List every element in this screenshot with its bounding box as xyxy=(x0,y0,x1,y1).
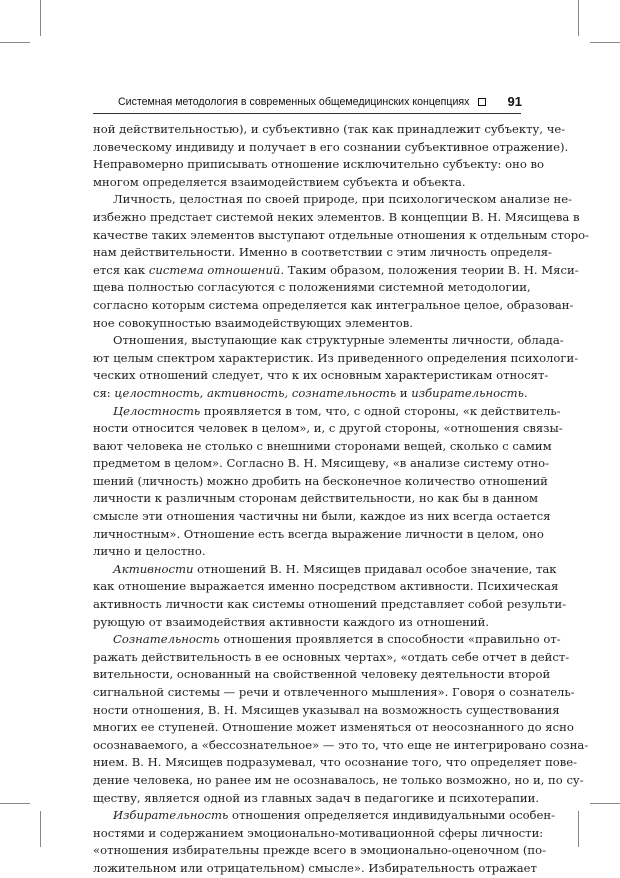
body-text xyxy=(93,121,590,878)
text-line xyxy=(93,702,560,720)
crop-mark xyxy=(578,811,579,847)
text-run: ловеческому индивиду и получает в его сознании субъективное отражение). xyxy=(93,139,569,154)
text-run: активность личности как системы отношений представляет собой результи- xyxy=(93,597,566,612)
text-run: многих ее ступеней. Отношение может изменяться от неосознанного до ясно xyxy=(93,720,574,735)
text-line xyxy=(93,596,566,614)
italic-term: Избирательность xyxy=(113,808,229,823)
paragraph xyxy=(93,403,563,561)
text-line xyxy=(93,174,521,192)
text-line xyxy=(93,420,563,438)
text-line xyxy=(93,508,551,526)
text-run: . xyxy=(523,385,528,400)
text-line xyxy=(93,807,556,825)
italic-term: Целостность xyxy=(113,403,201,418)
text-run: нием. В. Н. Мясищев подразумевал, что осознание того, что определяет пове- xyxy=(93,755,578,770)
text-line xyxy=(93,403,561,421)
text-line xyxy=(93,262,579,280)
text-run: дение человека, но ранее им не осознавалось, не только возможно, но и, по су- xyxy=(93,772,584,787)
text-line xyxy=(93,860,537,878)
paragraph xyxy=(93,121,569,191)
text-run: Личность, целостная по своей природе, при психологическом анализе не- xyxy=(113,192,573,207)
text-run: рующую от взаимодействия активности каждого из отношений. xyxy=(93,614,490,629)
text-run: личности к различным сторонам действительности, но как бы в данном xyxy=(93,491,539,506)
text-run: проявляется в том, что, с одной стороны, «к действитель- xyxy=(200,403,561,418)
header-rule xyxy=(93,113,521,114)
text-run: ражать действительность в ее основных чертах», «отдать себе отчет в дейст- xyxy=(93,649,570,664)
text-line xyxy=(93,244,552,262)
text-line xyxy=(93,561,557,579)
text-run: . Таким образом, положения теории В. Н. Мяси- xyxy=(280,262,579,277)
text-line xyxy=(93,631,561,649)
text-run: ности отношения, В. Н. Мясищев указывал на возможность существования xyxy=(93,702,560,717)
text-run: сигнальной системы — речи и отвлеченного мышления». Говоря о сознатель- xyxy=(93,685,575,699)
running-header-title: Системная методология в современных общемедицинских концепциях xyxy=(118,96,470,108)
text-line xyxy=(93,790,540,808)
crop-mark xyxy=(590,803,620,804)
text-run: ной действительностью), и субъективно (так как принадлежит субъекту, че- xyxy=(93,122,566,136)
checkbox-square-icon xyxy=(478,98,486,106)
text-run: многом определяется взаимодействием субъекта и объекта. xyxy=(93,174,466,189)
crop-mark xyxy=(590,42,620,43)
paragraph xyxy=(93,631,589,807)
text-line xyxy=(93,209,580,227)
text-line xyxy=(93,754,578,772)
page-number: 91 xyxy=(507,94,522,109)
paragraph xyxy=(93,332,579,402)
text-run: согласно которым система определяется как интегральное целое, образован- xyxy=(93,297,574,312)
text-line xyxy=(93,191,573,209)
text-run: качестве таких элементов выступают отдельные отношения к отдельным сторо- xyxy=(93,227,590,242)
italic-term: Сознательность xyxy=(113,632,220,647)
text-run: ся: xyxy=(93,385,115,400)
text-run: щева полностью согласуются с положениями системной методологии, xyxy=(93,280,531,295)
text-run: отношения проявляется в способности «правильно от- xyxy=(219,632,561,647)
crop-mark xyxy=(578,0,579,36)
text-line xyxy=(93,438,552,456)
text-run: ется как xyxy=(93,262,149,277)
text-line xyxy=(93,139,569,157)
text-run: отношения определяется индивидуальными особен- xyxy=(228,808,556,823)
running-header xyxy=(118,96,522,110)
text-run: личностным». Отношение есть всегда выражение личности в целом, оно xyxy=(93,526,544,541)
text-line xyxy=(93,156,545,174)
text-line xyxy=(93,227,590,245)
text-line xyxy=(93,737,589,755)
text-line xyxy=(93,526,544,544)
text-run: Неправомерно приписывать отношение исключительно субъекту: оно во xyxy=(93,157,545,172)
crop-mark xyxy=(0,42,30,43)
crop-mark xyxy=(0,803,30,804)
text-line xyxy=(93,279,531,297)
text-run: ностями и содержанием эмоционально-мотивационной сферы личности: xyxy=(93,825,544,840)
text-run: вительности, основанный на свойственной человеку деятельности второй xyxy=(93,667,551,682)
text-run: ложительном или отрицательном) смысле». Избирательность отражает xyxy=(93,860,537,875)
text-line xyxy=(93,772,584,790)
text-line xyxy=(93,385,528,403)
crop-mark xyxy=(40,811,41,847)
text-line xyxy=(93,490,539,508)
text-run: нам действительности. Именно в соответствии с этим личность определя- xyxy=(93,245,552,260)
text-line xyxy=(93,121,566,139)
text-line xyxy=(93,473,548,491)
text-line xyxy=(93,825,544,843)
text-run: шений (личность) можно дробить на бесконечное количество отношений xyxy=(93,473,548,488)
italic-term: целостность, активность, сознательность xyxy=(114,385,397,400)
text-line xyxy=(93,332,564,350)
text-run: предметом в целом». Согласно В. Н. Мясищеву, «в анализе систему отно- xyxy=(93,456,550,471)
text-run: Отношения, выступающие как структурные элементы личности, облада- xyxy=(113,333,564,348)
text-line xyxy=(93,297,574,315)
text-run: ют целым спектром характеристик. Из приведенного определения психологи- xyxy=(93,350,579,365)
italic-term: избирательность xyxy=(411,385,524,400)
text-run: ческих отношений следует, что к их основным характеристикам относят- xyxy=(93,368,549,383)
italic-term: система отношений xyxy=(148,262,281,277)
paragraph xyxy=(93,561,566,631)
text-line xyxy=(93,614,521,632)
text-line xyxy=(93,367,549,385)
text-run: избежно предстает системой неких элементов. В концепции В. Н. Мясищева в xyxy=(93,209,580,224)
paragraph xyxy=(93,191,590,332)
text-line xyxy=(93,719,574,737)
text-run: и xyxy=(396,385,412,400)
text-line xyxy=(93,543,521,561)
text-line xyxy=(93,666,551,684)
text-line xyxy=(93,455,550,473)
text-run: ное совокупностью взаимодействующих элементов. xyxy=(93,315,413,330)
text-run: лично и целостно. xyxy=(93,544,206,559)
crop-mark xyxy=(40,0,41,36)
text-run: смысле эти отношения частичны ни были, каждое из них всегда остается xyxy=(93,509,551,524)
paragraph xyxy=(93,807,556,877)
italic-term: Активности xyxy=(113,561,194,576)
text-line xyxy=(93,578,559,596)
text-line xyxy=(93,350,579,368)
text-run: ности относится человек в целом», и, с другой стороны, «отношения связы- xyxy=(93,421,563,436)
text-line xyxy=(93,315,521,333)
text-run: ществу, является одной из главных задач в педагогике и психотерапии. xyxy=(93,790,540,805)
text-run: осознаваемого, а «бессознательное» — это то, что еще не интегрировано созна- xyxy=(93,737,589,752)
text-line xyxy=(93,842,546,860)
text-run: «отношения избирательны прежде всего в эмоционально-оценочном (по- xyxy=(93,843,546,858)
text-line xyxy=(93,649,570,667)
text-run: отношений В. Н. Мясищев придавал особое значение, так xyxy=(193,561,557,576)
text-run: вают человека не столько с внешними сторонами вещей, сколько с самим xyxy=(93,438,552,453)
text-run: как отношение выражается именно посредством активности. Психическая xyxy=(93,579,559,594)
text-line xyxy=(93,684,575,702)
